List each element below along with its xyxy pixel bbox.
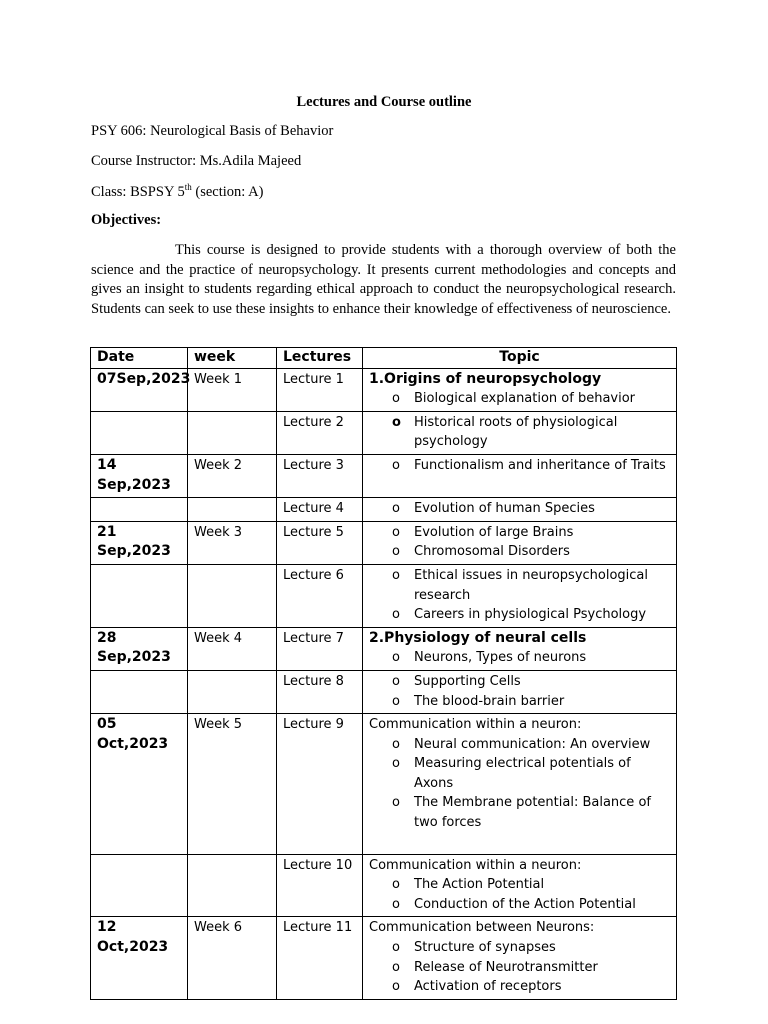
table-row bbox=[91, 498, 677, 522]
table-row bbox=[91, 917, 677, 999]
row-date bbox=[91, 854, 188, 917]
table-row bbox=[91, 854, 677, 917]
course-outline-table bbox=[90, 347, 677, 1000]
document-title: Lectures and Course outline bbox=[296, 94, 472, 110]
topic-list bbox=[369, 938, 670, 997]
topic-item-text: Chromosomal Disorders bbox=[414, 544, 570, 560]
header-lectures: Lectures bbox=[277, 348, 363, 369]
topic-item-text: The blood-brain barrier bbox=[414, 693, 565, 709]
header-date: Date bbox=[91, 348, 188, 369]
bullet-marker-icon: o bbox=[392, 979, 400, 995]
topic-item bbox=[369, 648, 670, 668]
topic-list bbox=[369, 672, 670, 711]
bullet-marker-icon: o bbox=[392, 524, 400, 540]
row-date bbox=[91, 411, 188, 454]
row-date: 21 Sep,2023 bbox=[91, 521, 188, 564]
bullet-marker-icon: o bbox=[392, 501, 400, 517]
topic-item-text: Ethical issues in neuropsychological research bbox=[414, 567, 649, 603]
row-week bbox=[188, 564, 277, 627]
topic-item-text: Measuring electrical potentials of Axons bbox=[414, 756, 631, 791]
topic-item bbox=[369, 389, 670, 409]
row-topic bbox=[363, 627, 677, 670]
table-row bbox=[91, 627, 677, 670]
row-date bbox=[91, 670, 188, 713]
topic-item bbox=[369, 692, 670, 712]
table-body bbox=[91, 368, 677, 999]
topic-item-text: Careers in physiological Psychology bbox=[414, 607, 647, 623]
topic-item bbox=[369, 542, 670, 562]
topic-list bbox=[369, 648, 670, 668]
topic-item-text: The Membrane potential: Balance of two forces bbox=[414, 795, 651, 831]
topic-item bbox=[369, 977, 670, 997]
bullet-marker-icon: o bbox=[392, 650, 400, 666]
topic-item bbox=[369, 938, 670, 958]
row-topic bbox=[363, 564, 677, 627]
row-lecture: Lecture 9 bbox=[277, 714, 363, 855]
bullet-marker-icon: o bbox=[392, 414, 401, 430]
bullet-marker-icon: o bbox=[392, 756, 400, 772]
bullet-marker-icon: o bbox=[392, 736, 400, 752]
table-row bbox=[91, 564, 677, 627]
topic-list bbox=[369, 499, 670, 519]
topic-item bbox=[369, 456, 670, 476]
topic-item-text: Biological explanation of behavior bbox=[414, 391, 636, 407]
topic-list bbox=[369, 566, 670, 625]
topic-intro: Communication between Neurons: bbox=[369, 920, 595, 936]
table-row bbox=[91, 368, 677, 411]
bullet-marker-icon: o bbox=[392, 567, 400, 583]
row-week: Week 6 bbox=[188, 917, 277, 999]
topic-list bbox=[369, 735, 670, 833]
bullet-marker-icon: o bbox=[392, 877, 400, 893]
row-week: Week 2 bbox=[188, 454, 277, 497]
bullet-marker-icon: o bbox=[392, 896, 400, 912]
cell-spacer bbox=[369, 833, 670, 852]
topic-item-text: Functionalism and inheritance of Traits bbox=[414, 457, 666, 473]
topic-item-text: Neurons, Types of neurons bbox=[414, 650, 587, 666]
course-title: PSY 606: Neurological Basis of Behavior bbox=[91, 123, 334, 139]
topic-item bbox=[369, 895, 670, 915]
topic-item bbox=[369, 605, 670, 625]
topic-item-text: Evolution of human Species bbox=[414, 501, 595, 517]
bullet-marker-icon: o bbox=[392, 959, 400, 975]
topic-list bbox=[369, 456, 670, 476]
topic-item-text: Structure of synapses bbox=[414, 940, 556, 956]
header-week: week bbox=[188, 348, 277, 369]
topic-intro: Communication within a neuron: bbox=[369, 717, 582, 733]
row-lecture: Lecture 7 bbox=[277, 627, 363, 670]
topic-list bbox=[369, 523, 670, 562]
table-row bbox=[91, 454, 677, 497]
topic-item bbox=[369, 793, 670, 832]
row-topic bbox=[363, 917, 677, 999]
row-date bbox=[91, 498, 188, 522]
bullet-marker-icon: o bbox=[392, 673, 400, 689]
bullet-marker-icon: o bbox=[392, 391, 400, 407]
topic-item-text: Conduction of the Action Potential bbox=[414, 896, 636, 912]
row-lecture: Lecture 4 bbox=[277, 498, 363, 522]
topic-item bbox=[369, 875, 670, 895]
topic-item-text: Release of Neurotransmitter bbox=[414, 959, 598, 975]
bullet-marker-icon: o bbox=[392, 940, 400, 956]
row-lecture: Lecture 2 bbox=[277, 411, 363, 454]
topic-heading: 1.Origins of neuropsychology bbox=[369, 370, 602, 387]
row-week bbox=[188, 411, 277, 454]
row-week: Week 5 bbox=[188, 714, 277, 855]
row-topic bbox=[363, 498, 677, 522]
bullet-marker-icon: o bbox=[392, 457, 400, 473]
topic-list bbox=[369, 413, 670, 452]
table-header-row bbox=[91, 348, 677, 369]
topic-intro: Communication within a neuron: bbox=[369, 857, 582, 873]
table-row bbox=[91, 521, 677, 564]
row-topic bbox=[363, 368, 677, 411]
table-row bbox=[91, 714, 677, 855]
objectives-paragraph: This course is designed to provide students with a thorough overview of both the science and the practice of neuropsychology. It presents current methodologies and concepts and gives an insight to students regarding ethical approach to conduct the neuropsychological research. Students can seek to use these insights to enhance their knowledge of effectiveness of neuroscience. bbox=[91, 242, 676, 317]
row-date: 28 Sep,2023 bbox=[91, 627, 188, 670]
row-week bbox=[188, 670, 277, 713]
topic-item bbox=[369, 735, 670, 755]
topic-item bbox=[369, 958, 670, 978]
table-row bbox=[91, 670, 677, 713]
topic-item bbox=[369, 754, 670, 793]
row-topic bbox=[363, 854, 677, 917]
bullet-marker-icon: o bbox=[392, 607, 400, 623]
bullet-marker-icon: o bbox=[392, 795, 400, 811]
class-info bbox=[91, 182, 263, 201]
class-superscript: th bbox=[184, 182, 192, 192]
course-instructor: Course Instructor: Ms.Adila Majeed bbox=[91, 153, 302, 169]
topic-item bbox=[369, 523, 670, 543]
bullet-marker-icon: o bbox=[392, 693, 400, 709]
row-lecture: Lecture 10 bbox=[277, 854, 363, 917]
topic-list bbox=[369, 389, 670, 409]
row-lecture: Lecture 3 bbox=[277, 454, 363, 497]
row-week bbox=[188, 498, 277, 522]
topic-item-text: Historical roots of physiological psychology bbox=[414, 414, 618, 450]
row-lecture: Lecture 8 bbox=[277, 670, 363, 713]
table-row bbox=[91, 411, 677, 454]
row-lecture: Lecture 11 bbox=[277, 917, 363, 999]
row-date: 05 Oct,2023 bbox=[91, 714, 188, 855]
row-topic bbox=[363, 521, 677, 564]
row-week bbox=[188, 854, 277, 917]
topic-item-text: Activation of receptors bbox=[414, 979, 562, 995]
topic-item-text: Neural communication: An overview bbox=[414, 736, 651, 752]
header-topic: Topic bbox=[363, 348, 677, 369]
row-topic bbox=[363, 714, 677, 855]
row-lecture: Lecture 5 bbox=[277, 521, 363, 564]
topic-item bbox=[369, 566, 670, 605]
topic-list bbox=[369, 875, 670, 914]
topic-item-text: The Action Potential bbox=[414, 877, 545, 893]
row-date: 12 Oct,2023 bbox=[91, 917, 188, 999]
topic-item bbox=[369, 413, 670, 452]
class-suffix: (section: A) bbox=[191, 183, 264, 200]
topic-item bbox=[369, 672, 670, 692]
row-date: 14 Sep,2023 bbox=[91, 454, 188, 497]
row-week: Week 1 bbox=[188, 368, 277, 411]
row-lecture: Lecture 6 bbox=[277, 564, 363, 627]
topic-item-text: Supporting Cells bbox=[414, 673, 521, 689]
topic-heading: 2.Physiology of neural cells bbox=[369, 629, 587, 646]
row-date: 07Sep,2023 bbox=[91, 368, 188, 411]
bullet-marker-icon: o bbox=[392, 544, 400, 560]
class-prefix: Class: BSPSY 5 bbox=[91, 183, 185, 200]
row-topic bbox=[363, 670, 677, 713]
objectives-heading: Objectives: bbox=[91, 212, 162, 228]
topic-item-text: Evolution of large Brains bbox=[414, 524, 574, 540]
row-lecture: Lecture 1 bbox=[277, 368, 363, 411]
row-date bbox=[91, 564, 188, 627]
topic-item bbox=[369, 499, 670, 519]
row-topic bbox=[363, 411, 677, 454]
row-week: Week 3 bbox=[188, 521, 277, 564]
row-topic bbox=[363, 454, 677, 497]
row-week: Week 4 bbox=[188, 627, 277, 670]
